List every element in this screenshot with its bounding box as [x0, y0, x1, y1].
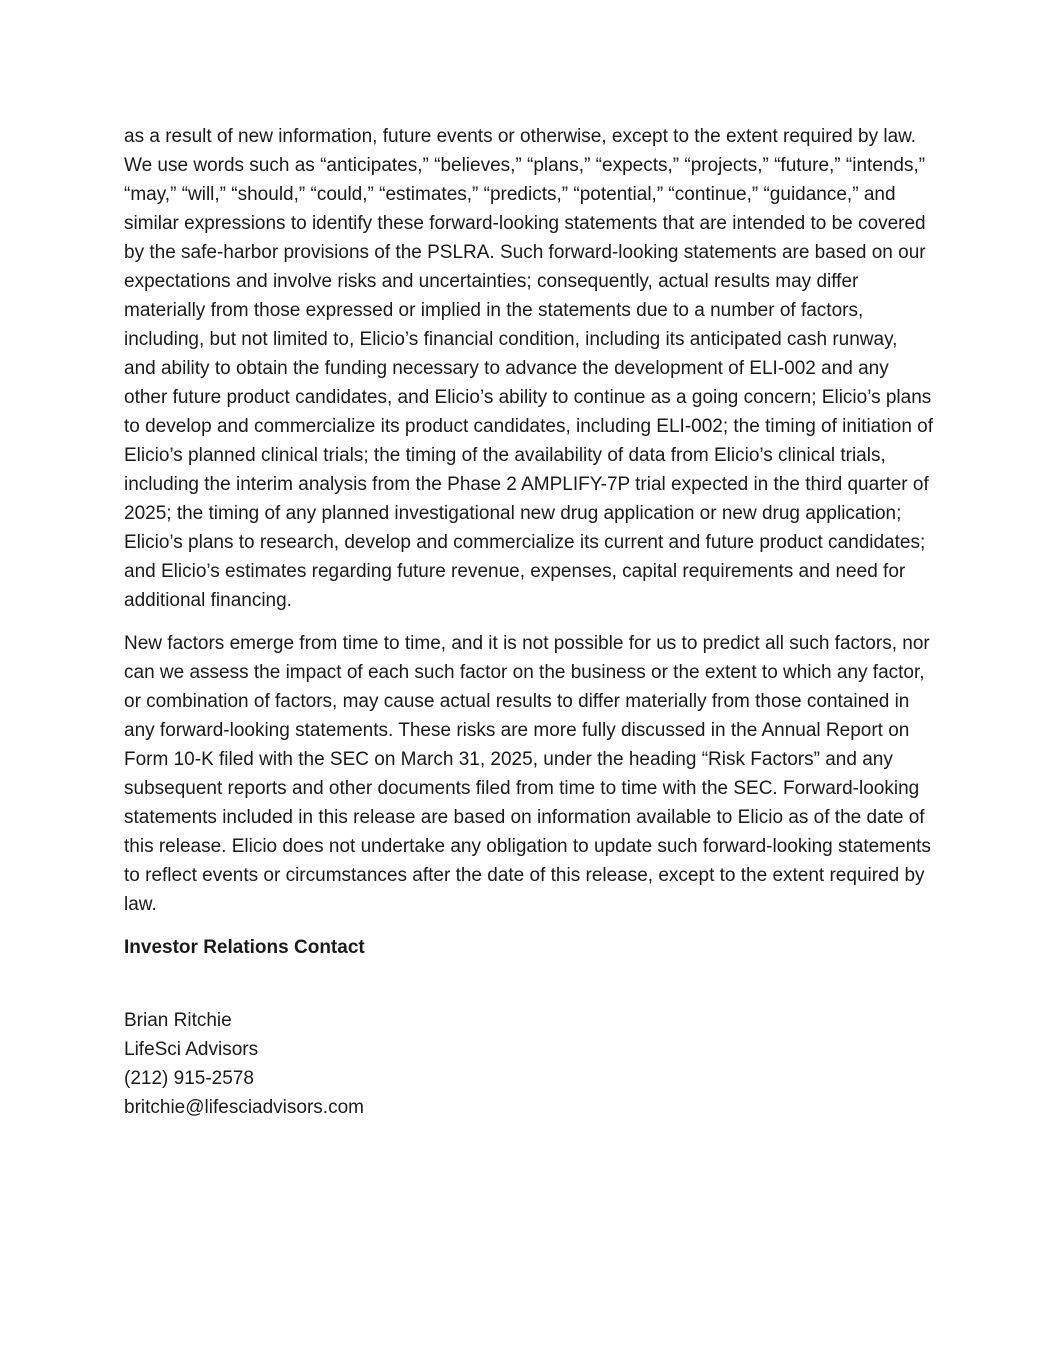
forward-looking-paragraph: as a result of new information, future events or otherwise, except to the extent required by law. We use words such as “anticipates,” “believes,” “plans,” “expects,” “projects,” “future,” “intends,” “may,” “will,” “should,” “could,” “estimates,” “predicts,” “potential,” “continue,” “guidance,” and similar expressions to identify these forward-looking statements that are intended to be covered by the safe-harbor provisions of the PSLRA. Such forward-looking statements are based on our expectations and involve risks and uncertainties; consequently, actual results may differ materially from those expressed or implied in the statements due to a number of factors, including, but not limited to, Elicio’s financial condition, including its anticipated cash runway, and ability to obtain the funding necessary to advance the development of ELI-002 and any other future product candidates, and Elicio’s ability to continue as a going concern; Elicio’s plans to develop and commercialize its product candidates, including ELI-002; the timing of initiation of Elicio’s planned clinical trials; the timing of the availability of data from Elicio’s clinical trials, including the interim analysis from the Phase 2 AMPLIFY-7P trial expected in the third quarter of 2025; the timing of any planned investigational new drug application or new drug application; Elicio’s plans to research, develop and commercialize its current and future product candidates; and Elicio’s estimates regarding future revenue, expenses, capital requirements and need for additional financing. — [124, 126, 934, 611]
contact-phone: (212) 915-2578 — [124, 1068, 254, 1089]
contact-block — [124, 1006, 934, 1122]
contact-email: britchie@lifesciadvisors.com — [124, 1097, 364, 1118]
document-page — [124, 122, 934, 1122]
contact-company: LifeSci Advisors — [124, 1039, 259, 1060]
risk-factors-paragraph: New factors emerge from time to time, and it is not possible for us to predict all such factors, nor can we assess the impact of each such factor on the business or the extent to which any factor, or combination of factors, may cause actual results to differ materially from those contained in any forward-looking statements. These risks are more fully discussed in the Annual Report on Form 10-K filed with the SEC on March 31, 2025, under the heading “Risk Factors” and any subsequent reports and other documents filed from time to time with the SEC. Forward-looking statements included in this release are based on information available to Elicio as of the date of this release. Elicio does not undertake any obligation to update such forward-looking statements to reflect events or circumstances after the date of this release, except to the extent required by law. — [124, 633, 931, 915]
contact-heading: Investor Relations Contact — [124, 937, 365, 958]
contact-name: Brian Ritchie — [124, 1010, 232, 1031]
